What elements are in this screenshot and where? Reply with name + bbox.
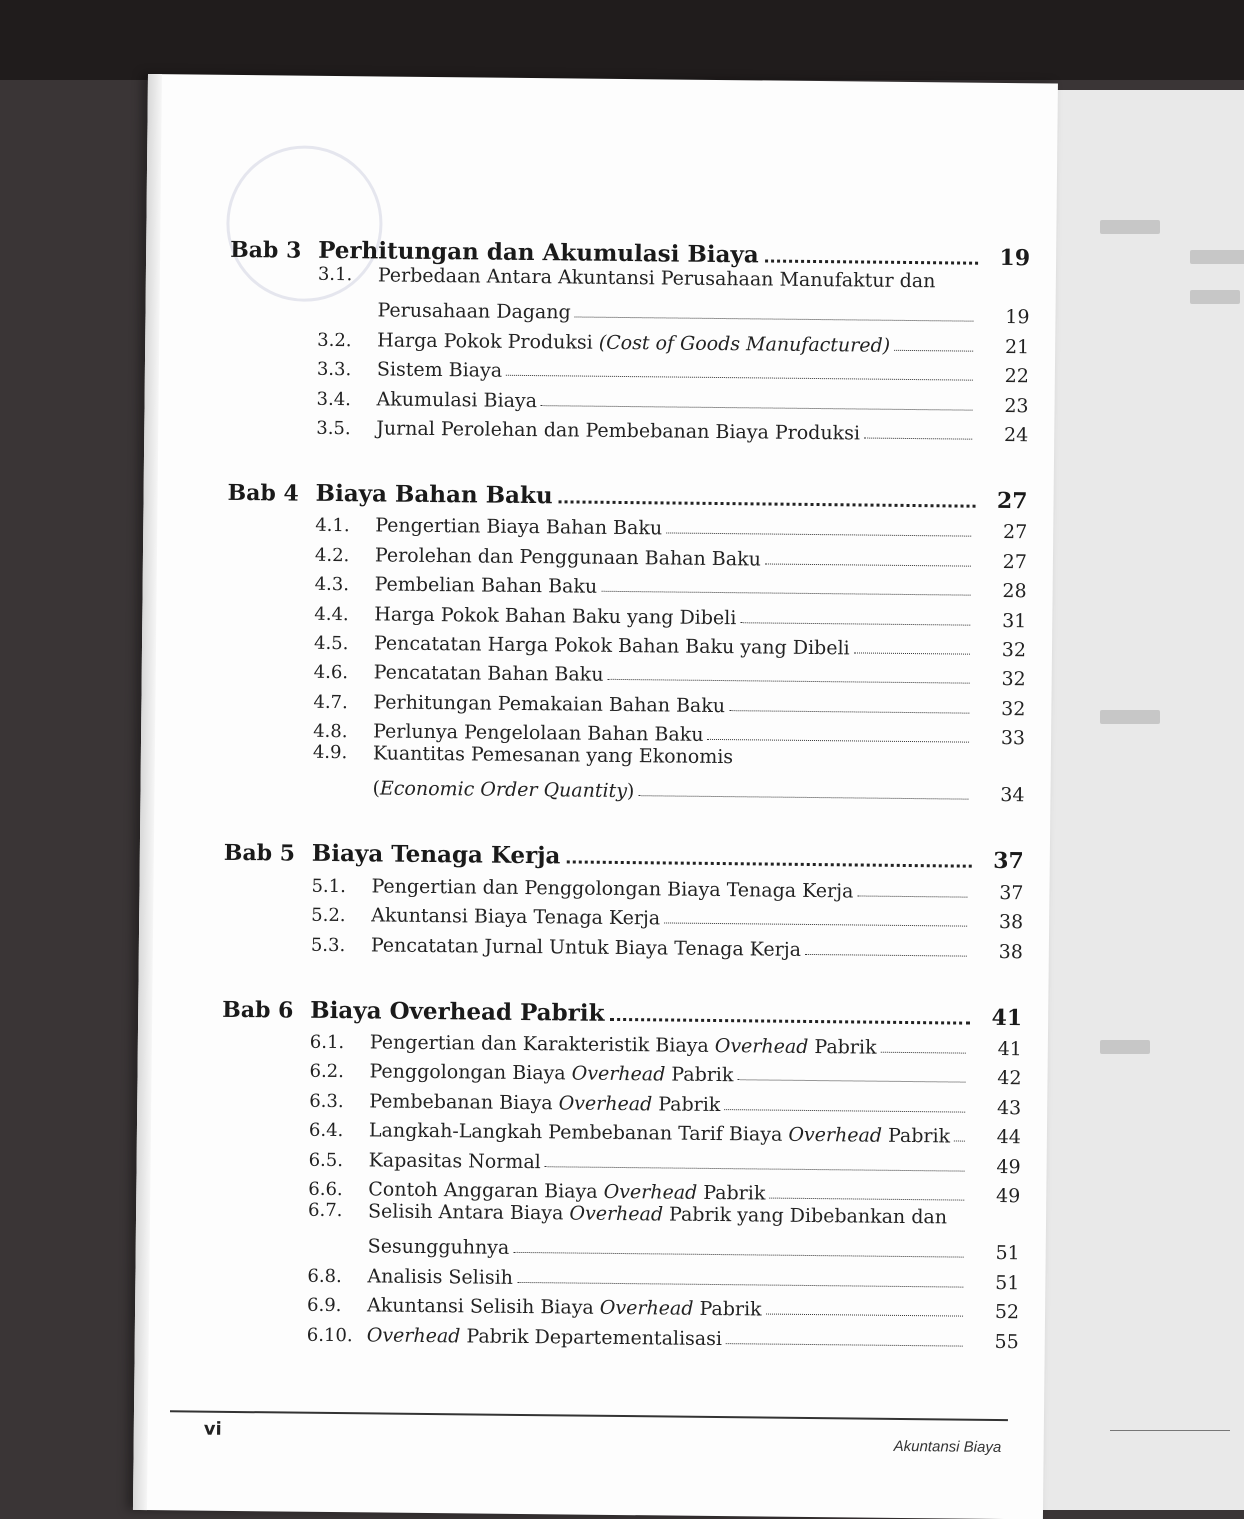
blurred-text (1100, 1040, 1150, 1054)
section-title-line: Kuantitas Pemesanan yang Ekonomis (372, 742, 734, 769)
section-page: 19 (1005, 306, 1030, 329)
chapter-5 (223, 826, 1024, 963)
dot-leader (559, 500, 976, 507)
chapter-page: 41 (991, 1004, 1023, 1031)
section-number: 6.7. (308, 1199, 343, 1222)
chapter-title: Biaya Bahan Baku (315, 479, 553, 510)
dot-leader (610, 1018, 970, 1025)
section-title: Jurnal Perolehan dan Pembebanan Biaya Produksi (376, 417, 861, 445)
section-number: 3.5. (316, 417, 351, 440)
chapter-page: 19 (999, 244, 1031, 272)
section-number: 6.6. (308, 1178, 343, 1201)
toc-entry[interactable] (220, 1199, 1021, 1265)
section-number: 6.1. (309, 1031, 345, 1054)
section-number: 3.2. (317, 329, 352, 351)
section-number: 4.3. (314, 573, 350, 596)
section-page: 49 (996, 1155, 1021, 1178)
dot-leader (729, 710, 969, 714)
dot-leader (894, 350, 973, 352)
chapter-6 (219, 982, 1023, 1352)
section-page: 33 (1000, 727, 1026, 750)
section-title-line: Selisih Antara Biaya Overhead Pabrik yang Dibebankan dan (367, 1200, 948, 1229)
dot-leader (575, 317, 974, 322)
section-number: 6.3. (309, 1090, 344, 1112)
dot-leader (766, 1314, 963, 1317)
section-title: Pencatatan Jurnal Untuk Biaya Tenaga Kerja (370, 934, 802, 961)
section-title: Perolehan dan Penggunaan Bahan Baku (374, 544, 762, 571)
section-page: 49 (995, 1184, 1021, 1208)
dot-leader (506, 375, 973, 381)
footer-rule (170, 1410, 1008, 1421)
dot-leader (513, 1252, 963, 1258)
blurred-text (1190, 250, 1244, 264)
section-page: 23 (1004, 394, 1029, 417)
running-footer-title: Akuntansi Biaya (893, 1437, 1002, 1457)
chapter-number: Bab 6 (222, 996, 294, 1024)
dot-leader (664, 923, 967, 927)
blurred-text (1100, 220, 1160, 234)
section-page: 51 (995, 1242, 1020, 1265)
section-title: Harga Pokok Bahan Baku yang Dibeli (374, 602, 737, 629)
section-number: 4.2. (314, 544, 350, 566)
section-title-line: Perusahaan Dagang (377, 299, 571, 324)
section-number: 4.7. (313, 691, 348, 713)
dot-leader (737, 1080, 965, 1083)
section-page: 44 (996, 1126, 1022, 1149)
section-number: 4.9. (312, 741, 348, 764)
section-title: Contoh Anggaran Biaya Overhead Pabrik (368, 1178, 766, 1205)
dot-leader (726, 1343, 963, 1346)
chapter-heading[interactable] (222, 982, 1022, 1030)
section-page: 52 (994, 1301, 1020, 1324)
facing-page (1040, 90, 1244, 1510)
section-title: Pembelian Bahan Baku (374, 573, 598, 598)
section-number: 6.2. (309, 1061, 345, 1083)
dot-leader (854, 652, 970, 654)
section-page: 27 (1002, 550, 1028, 573)
dot-leader (724, 1109, 965, 1113)
dot-leader (707, 739, 969, 743)
chapter-number: Bab 5 (223, 840, 296, 868)
section-number: 3.1. (317, 263, 353, 286)
chapter-number: Bab 3 (230, 236, 302, 264)
section-title: Perlunya Pengelolaan Bahan Baku (373, 720, 704, 746)
section-number: 4.5. (313, 632, 349, 655)
section-title-line: (Economic Order Quantity) (372, 777, 635, 803)
chapter-heading[interactable] (224, 826, 1024, 874)
toc-entry[interactable] (224, 741, 1025, 807)
section-number: 4.8. (313, 720, 348, 743)
section-page: 32 (1001, 668, 1026, 691)
section-title: Harga Pokok Produksi (Cost of Goods Manufactured) (377, 329, 891, 357)
chapter-page: 27 (996, 487, 1028, 515)
chapter-title: Perhitungan dan Akumulasi Biaya (318, 236, 759, 269)
section-number: 5.3. (310, 934, 346, 956)
section-title: Pembebanan Biaya Overhead Pabrik (369, 1090, 721, 1116)
section-page: 42 (997, 1067, 1022, 1090)
chapter-page: 37 (993, 848, 1024, 875)
section-page: 41 (997, 1037, 1022, 1061)
section-title: Pengertian Biaya Bahan Baku (375, 514, 663, 540)
section-number: 6.10. (306, 1324, 353, 1346)
section-title: Overhead Pabrik Departementalisasi (366, 1323, 723, 1350)
section-title: Pengertian dan Karakteristik Biaya Overhead Pabrik (369, 1031, 877, 1059)
section-number: 3.3. (316, 358, 352, 381)
dot-leader (857, 895, 967, 897)
page-number: vi (203, 1418, 222, 1440)
section-title: Pencatatan Bahan Baku (373, 661, 604, 687)
dot-leader (601, 591, 970, 596)
section-number: 6.5. (308, 1149, 344, 1171)
section-title: Pengertian dan Penggolongan Biaya Tenaga Kerja (371, 875, 854, 903)
section-page: 43 (996, 1096, 1022, 1120)
section-number: 5.1. (311, 875, 346, 897)
section-title-line: Perbedaan Antara Akuntansi Perusahaan Manufaktur dan (377, 264, 936, 293)
section-page: 21 (1004, 335, 1030, 359)
section-title-line: Sesungguhnya (367, 1235, 510, 1260)
table-of-contents (218, 223, 1030, 1381)
section-title: Perhitungan Pemakaian Bahan Baku (373, 691, 726, 717)
dot-leader (880, 1052, 965, 1054)
dot-leader (545, 1166, 965, 1171)
chapter-number: Bab 4 (227, 479, 299, 507)
section-title: Analisis Selisih (367, 1265, 514, 1289)
section-number: 6.9. (307, 1294, 342, 1317)
dot-leader (607, 679, 969, 684)
section-page: 27 (1002, 521, 1028, 544)
dot-leader (740, 622, 970, 625)
section-number: 4.6. (313, 662, 349, 684)
section-page: 51 (995, 1271, 1020, 1294)
section-title: Langkah-Langkah Pembebanan Tarif Biaya Overhead Pabrik (368, 1119, 951, 1148)
dot-leader (541, 405, 973, 411)
section-title: Akuntansi Selisih Biaya Overhead Pabrik (367, 1294, 762, 1321)
section-page: 38 (998, 911, 1024, 934)
section-page: 55 (994, 1330, 1019, 1353)
section-page: 37 (999, 881, 1024, 905)
dot-leader (638, 796, 968, 800)
chapter-4 (224, 466, 1027, 807)
section-number: 4.1. (315, 515, 350, 537)
section-page: 31 (1002, 609, 1027, 632)
section-title: Penggolongan Biaya Overhead Pabrik (369, 1060, 734, 1087)
section-page: 32 (1001, 697, 1026, 720)
facing-page-footer-line (1110, 1430, 1230, 1431)
dot-leader (864, 437, 972, 439)
book-page (133, 74, 1058, 1519)
dot-leader (566, 861, 971, 868)
toc-entry[interactable] (229, 263, 1030, 329)
chapter-title: Biaya Tenaga Kerja (311, 840, 561, 870)
chapter-3 (228, 223, 1030, 446)
section-number: 6.4. (308, 1119, 344, 1142)
section-title: Akumulasi Biaya (376, 387, 538, 412)
section-number: 4.4. (314, 603, 349, 625)
section-title: Kapasitas Normal (368, 1148, 541, 1173)
section-title: Akuntansi Biaya Tenaga Kerja (371, 904, 661, 930)
blurred-text (1100, 710, 1160, 724)
dot-leader (765, 563, 971, 566)
section-page: 28 (1002, 580, 1027, 603)
chapter-heading[interactable] (227, 466, 1027, 514)
section-title: Pencatatan Harga Pokok Bahan Baku yang Dibeli (373, 632, 850, 660)
dot-leader (517, 1282, 963, 1288)
dot-leader (805, 954, 967, 957)
section-page: 32 (1001, 638, 1027, 662)
dot-leader (666, 533, 971, 537)
section-number: 6.8. (307, 1265, 342, 1287)
section-number: 5.2. (311, 905, 346, 927)
page-edge (133, 74, 162, 1510)
blurred-text (1190, 290, 1240, 304)
section-page: 22 (1004, 365, 1029, 388)
section-page: 24 (1003, 423, 1029, 447)
background-top (0, 0, 1244, 80)
section-page: 38 (998, 940, 1023, 963)
chapter-title: Biaya Overhead Pabrik (310, 996, 605, 1027)
dot-leader (765, 259, 978, 264)
dot-leader (954, 1141, 965, 1142)
section-number: 3.4. (316, 388, 352, 410)
dot-leader (769, 1198, 964, 1201)
section-title: Sistem Biaya (376, 358, 503, 382)
section-page: 34 (1000, 784, 1025, 807)
